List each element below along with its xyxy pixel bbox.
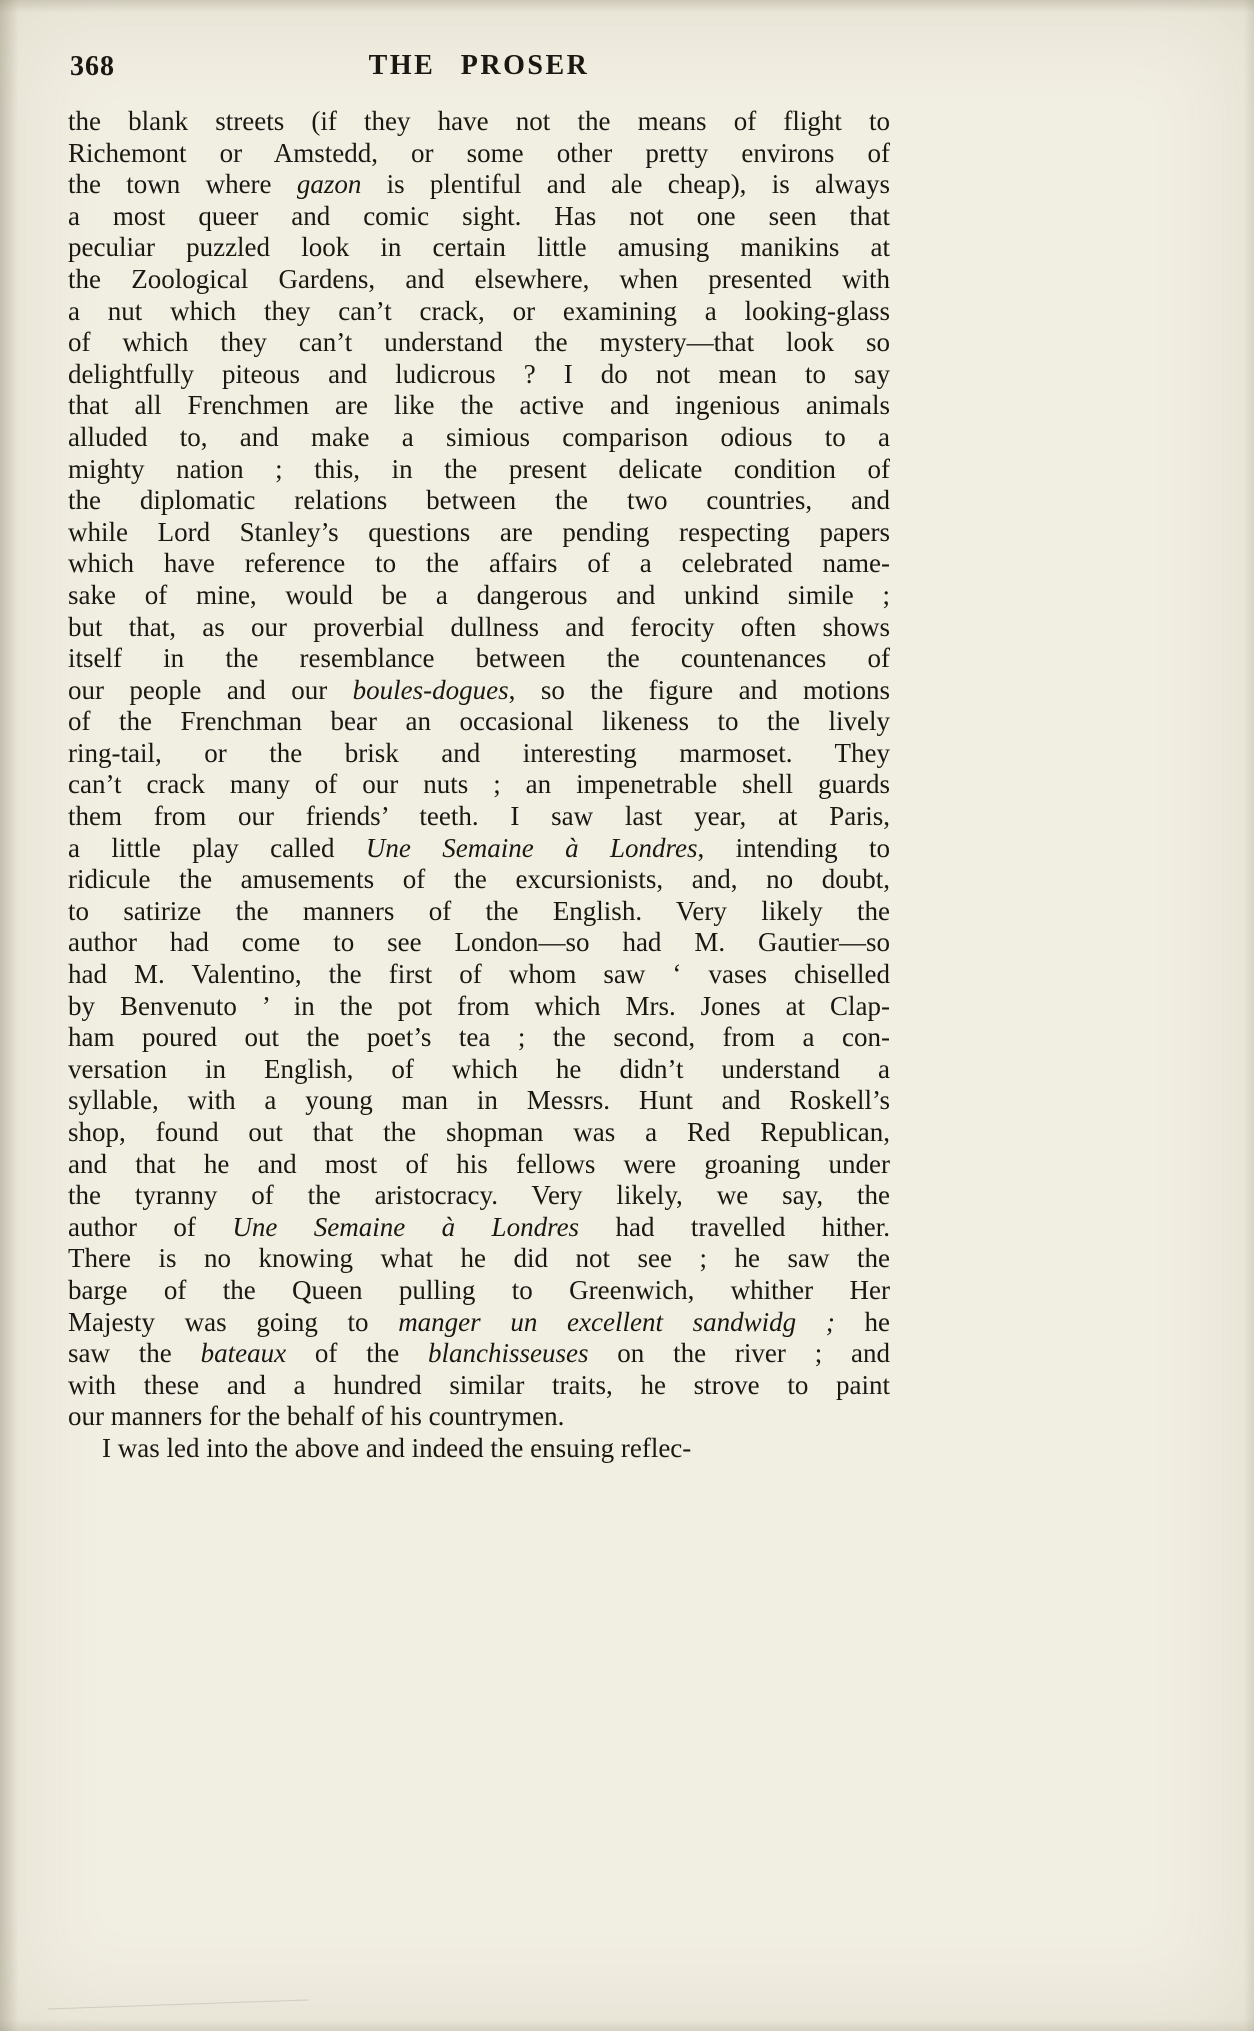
text-segment: Majesty was going to [68,1306,399,1337]
page-number: 368 [70,51,115,82]
text-segment: and that he and most of his fellows were groaning under [68,1148,890,1179]
text-segment: of the [286,1338,429,1369]
text-segment: can’t crack many of our nuts ; an impenetrable shell guards [68,769,890,800]
text-segment: alluded to, and make a simious comparison odious to a [68,421,890,452]
text-line [68,801,890,833]
text-segment: the Zoological Gardens, and elsewhere, when presented with [68,263,890,294]
text-line [68,833,890,865]
text-segment: on the river ; and [588,1338,890,1369]
text-line [68,232,890,264]
text-line [68,580,890,612]
text-line [68,1085,890,1117]
text-segment: had travelled hither. [579,1211,891,1242]
italic-text: Une Semaine à Londres [365,832,698,863]
text-segment: delightfully piteous and ludicrous ? I do not mean to say [68,358,890,389]
text-segment: while Lord Stanley’s questions are pending respecting papers [68,516,890,547]
italic-text: blanchisseuses [428,1338,589,1369]
text-segment: with these and a hundred similar traits, he strove to paint [68,1369,890,1400]
text-segment: , so the figure and motions [508,674,890,705]
text-line [68,738,890,770]
text-segment: ridicule the amusements of the excursionists, and, no doubt, [68,864,890,895]
text-segment: saw the [68,1338,201,1369]
text-segment: the blank streets (if they have not the means of flight to [68,106,890,136]
text-segment: ham poured out the poet’s tea ; the second, from a con- [68,1022,890,1053]
text-segment: but that, as our proverbial dullness and ferocity often shows [68,611,890,642]
paragraph [68,106,890,1433]
text-segment: author of [68,1211,233,1242]
text-line [68,675,890,707]
text-line [68,991,890,1023]
text-segment: itself in the resemblance between the countenances of [68,643,890,674]
text-segment: barge of the Queen pulling to Greenwich, whither Her [68,1274,890,1305]
text-line [68,359,890,391]
text-line [68,327,890,359]
text-line [68,390,890,422]
scan-scratch-mark [48,1999,308,2009]
text-segment: author had come to see London—so had M. Gautier—so [68,927,890,958]
text-segment: mighty nation ; this, in the present delicate condition of [68,453,890,484]
text-segment: he [834,1306,890,1337]
text-segment: to satirize the manners of the English. Very likely the [68,895,890,926]
text-segment: I was led into the above and indeed the ensuing reflec- [102,1432,692,1463]
text-line [68,612,890,644]
text-line [68,1117,890,1149]
text-line [68,1212,890,1244]
page-edge-shadow-bottom [0,2019,1254,2031]
text-segment: There is no knowing what he did not see ; he saw the [68,1243,890,1274]
text-segment: a little play called [68,832,366,863]
text-line [68,643,890,675]
text-segment: versation in English, of which he didn’t understand a [68,1053,890,1084]
text-line [68,106,890,138]
page-header [68,50,890,88]
text-segment: by Benvenuto ’ in the pot from which Mrs. Jones at Clap- [68,990,890,1021]
text-line [68,1054,890,1086]
text-line [68,548,890,580]
text-segment: a nut which they can’t crack, or examining a looking-glass [68,295,890,326]
text-line [68,517,890,549]
text-line [68,1243,890,1275]
text-line [68,769,890,801]
text-line [68,1401,890,1433]
text-line [68,1307,890,1339]
text-segment: ring-tail, or the brisk and interesting marmoset. They [68,737,890,768]
running-title: THE PROSER [368,50,590,81]
text-segment: the tyranny of the aristocracy. Very likely, we say, the [68,1180,890,1211]
text-segment: syllable, with a young man in Messrs. Hunt and Roskell’s [68,1085,890,1116]
text-line [68,864,890,896]
text-line [68,1180,890,1212]
text-line [68,485,890,517]
text-line [68,1149,890,1181]
text-segment: the diplomatic relations between the two countries, and [68,485,890,516]
text-segment: of which they can’t understand the mystery—that look so [68,327,890,358]
italic-text: boules-dogues [352,674,509,705]
text-segment: them from our friends’ teeth. I saw last year, at Paris, [68,801,890,832]
text-line [68,264,890,296]
text-segment: a most queer and comic sight. Has not one seen that [68,200,890,231]
italic-text: gazon [296,169,362,200]
text-line [68,706,890,738]
text-segment: Richemont or Amstedd, or some other pretty environs of [68,137,890,168]
text-line [68,454,890,486]
text-line [68,201,890,233]
text-segment: the town where [68,169,297,200]
text-line [68,1370,890,1402]
text-segment: our people and our [68,674,353,705]
text-segment: that all Frenchmen are like the active and ingenious animals [68,390,890,421]
text-line [68,1022,890,1054]
text-segment: had M. Valentino, the first of whom saw ‘ vases chiselled [68,959,890,990]
text-line [68,422,890,454]
text-line [68,959,890,991]
text-line [68,296,890,328]
text-line [68,1338,890,1370]
text-segment: shop, found out that the shopman was a Red Republican, [68,1117,890,1147]
italic-text: manger un excellent sandwidg ; [398,1306,835,1337]
page-body [68,106,890,1465]
text-segment: which have reference to the affairs of a celebrated name- [68,548,890,579]
text-segment: is plentiful and ale cheap), is always [361,169,890,200]
paragraph [68,1433,890,1465]
page-edge-shadow-right [1244,0,1254,2031]
italic-text: Une Semaine à Londres [232,1211,580,1242]
text-line [68,896,890,928]
text-segment: of the Frenchman bear an occasional likeness to the lively [68,706,890,737]
page-edge-shadow-left [0,0,22,2031]
text-line [68,927,890,959]
text-line [68,1275,890,1307]
text-segment: , intending to [697,832,891,863]
page-edge-shadow-top [0,0,1254,14]
italic-text: bateaux [200,1338,287,1369]
text-line [68,1433,890,1465]
text-segment: sake of mine, would be a dangerous and unkind simile ; [68,579,890,610]
text-line [68,169,890,201]
text-segment: our manners for the behalf of his countrymen. [68,1401,565,1432]
text-line [68,138,890,170]
text-segment: peculiar puzzled look in certain little amusing manikins at [68,232,890,263]
